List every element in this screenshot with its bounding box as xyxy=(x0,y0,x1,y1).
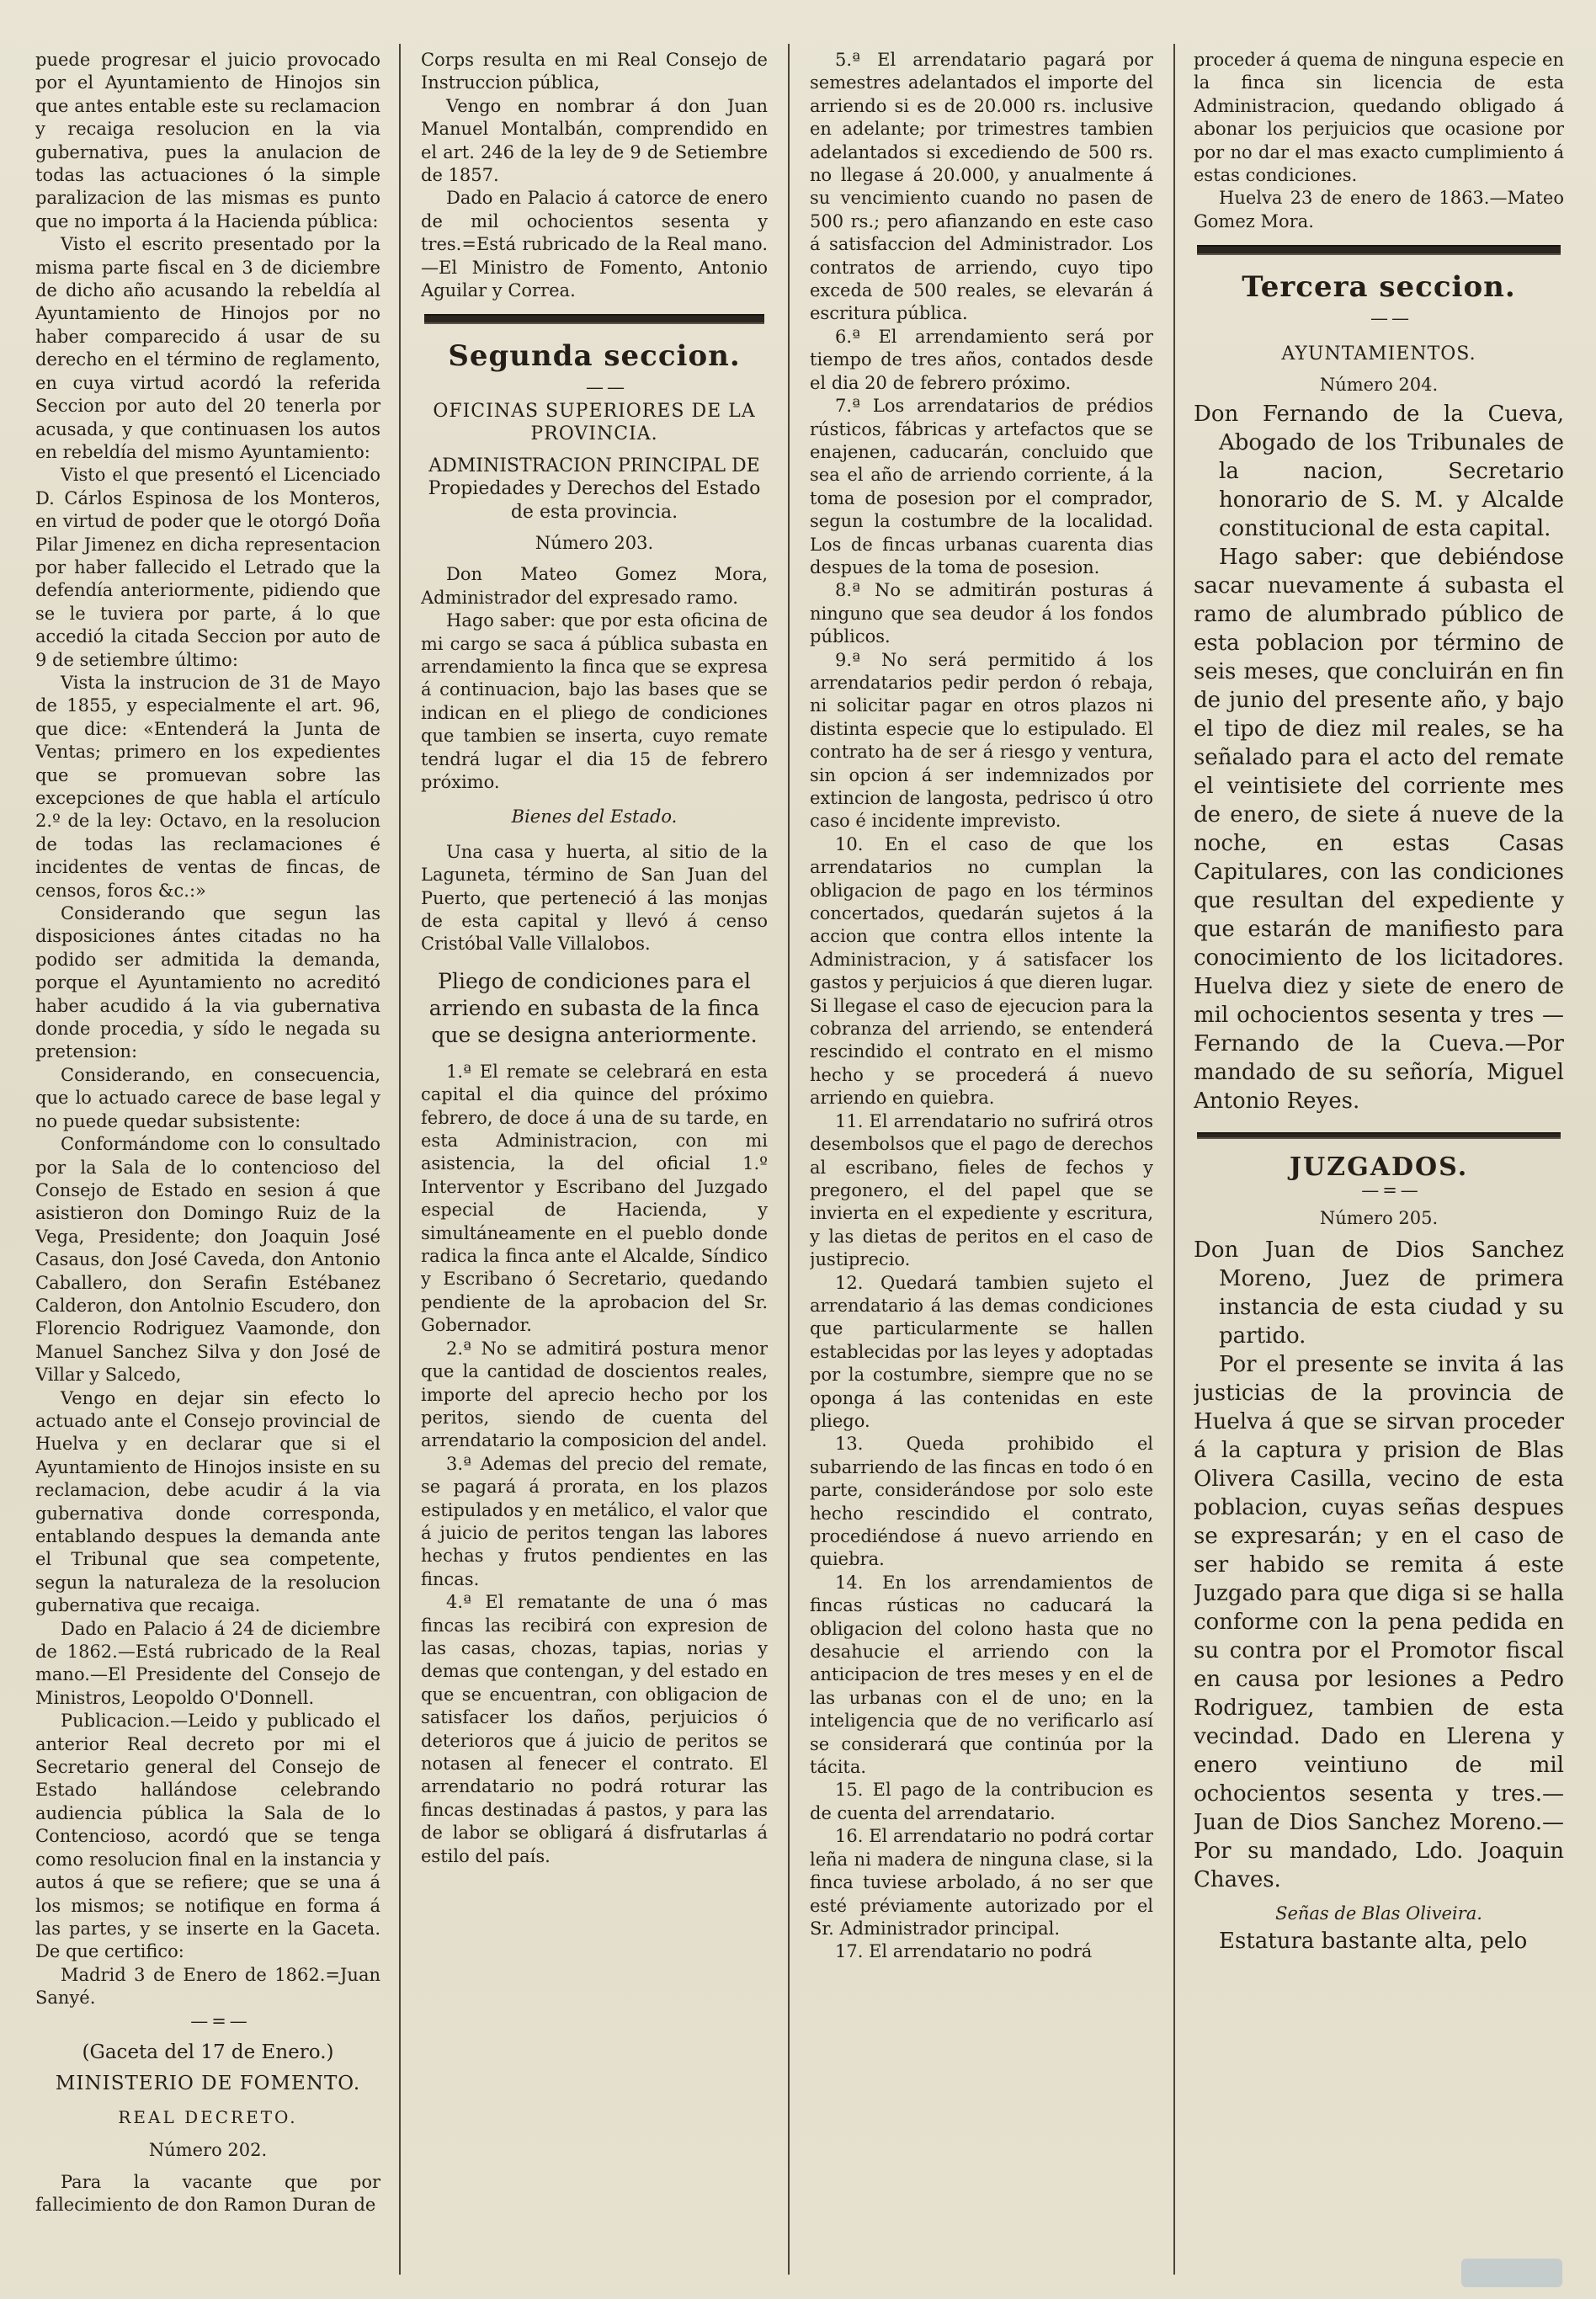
column-2 xyxy=(421,49,768,2263)
gaceta-reference: (Gaceta del 17 de Enero.) xyxy=(82,2041,334,2063)
condition: 6.ª El arrendamiento será por tiempo de tres años, contados desde el dia 20 de febrero próximo. xyxy=(810,326,1153,393)
paragraph: Dado en Palacio á 24 de diciembre de 1862.—Está rubricado de la Real mano.—El Presidente del Consejo de Ministros, Leopoldo O'Donnell. xyxy=(35,1618,380,1708)
paragraph: Considerando que segun las disposiciones ántes citadas no ha podido ser admitida la demanda, porque el Ayuntamiento no acreditó haber acudido á la via gubernativa donde procedia, y sído le negada su pretension: xyxy=(35,903,380,1062)
condition: 2.ª No se admitirá postura menor que la cantidad de doscientos reales, importe del aprecio hecho por los peritos, siendo de cuenta del arrendatario la composicion del andel. xyxy=(421,1338,768,1451)
paragraph: Vista la instrucion de 31 de Mayo de 1855, y especialmente el art. 96, que dice: «Entenderá la Junta de Ventas; primero en los expedientes que se promuevan sobre las excepciones de que habla el artículo 2.º de la ley: Octavo, en la resolucion de todas las reclamaciones é incidentes de ventas de fincas, de censos, foros &c.:» xyxy=(35,672,380,901)
condition: 17. El arrendatario no podrá xyxy=(835,1941,1093,1962)
offices-heading: OFICINAS SUPERIORES DE LA PROVINCIA. xyxy=(433,400,756,445)
large-notice xyxy=(1194,1927,1564,1956)
administration-heading: ADMINISTRACION PRINCIPAL DE xyxy=(428,455,760,476)
column-rule xyxy=(1173,44,1175,2275)
condition: 10. En el caso de que los arrendatarios no cumplan la obligacion de pago en los términos concertados, quedarán sujetos á la accion que contra ellos intente la Administracion, y á satisfacer los gastos y perjuicios á que dieren lugar. Si llegase el caso de ejecucion para la cobranza del arriendo, se entenderá rescindido el contrato en el mismo hecho y se procederá á nuevo arriendo en quiebra. xyxy=(810,833,1153,1109)
paragraph: Corps resulta en mi Real Consejo de Instruccion pública, xyxy=(421,50,768,93)
signature-line: Huelva 23 de enero de 1863.—Mateo Gomez Mora. xyxy=(1194,188,1564,231)
notice-number: Número 205. xyxy=(1319,1208,1439,1229)
paragraph: Don Mateo Gomez Mora, Administrador del expresado ramo. xyxy=(421,564,768,608)
paragraph: Estatura bastante alta, pelo xyxy=(1219,1929,1528,1955)
signature-line: Madrid 3 de Enero de 1862.=Juan Sanyé. xyxy=(35,1964,380,2009)
separator: —=— xyxy=(1361,1179,1422,1200)
section-divider xyxy=(1197,245,1561,255)
section-title: Tercera seccion. xyxy=(1242,270,1516,305)
administration-subheading: Propiedades y Derechos del Estado de esta provincia. xyxy=(428,478,761,523)
notice-number: Número 203. xyxy=(535,532,654,553)
condition: 16. El arrendatario no podrá cortar leña ni madera de ninguna clase, si la finca tuviese arbolado, á no ser que esté préviamente autorizado por el Sr. Administrador principal. xyxy=(810,1826,1153,1939)
condition: 9.ª No será permitido á los arrendatarios pedir perdon ó rebaja, ni solicitar pagar en otros plazos ni distinta especie que lo estipulado. El contrato ha de ser á riesgo y ventura, sin opcion á ser indemnizados por extincion de langosta, pedrisco ú otro caso é incidente imprevisto. xyxy=(810,649,1153,832)
paragraph: puede progresar el juicio provocado por el Ayuntamiento de Hinojos sin que antes entable este su reclamacion y recaiga resolucion en la via gubernativa, pues la anulacion de todas las actuaciones ó la simple paralizacion de las mismas es punto que no importa á la Hacienda pública: xyxy=(35,50,380,231)
condition: 1.ª El remate se celebrará en esta capital el dia quince del próximo febrero, de doce á una de su tarde, en esta Administracion, con mi asistencia, la del oficial 1.º Interventor y Escribano del Juzgado especial de Hacienda, y simultáneamente en el pueblo donde radica la finca ante el Alcalde, Síndico y Escribano ó Secretario, quedando pendiente de la aprobacion del Sr. Gobernador. xyxy=(421,1061,768,1336)
large-notice xyxy=(1194,400,1564,1115)
section-divider xyxy=(1197,1132,1561,1139)
separator: —=— xyxy=(190,2010,251,2031)
condition: 3.ª Ademas del precio del remate, se pagará á prorata, en los plazos estipulados y en metálico, el valor que á juicio de peritos tengan las labores hechas y frutos pendientes en las fincas. xyxy=(421,1453,768,1589)
paragraph: Visto el que presentó el Licenciado D. Cárlos Espinosa de los Monteros, en virtud de poder que le otorgó Doña Pilar Jimenez en dicha representacion por haber fallecido el Letrado que la defendía anteriormente, pidiendo que se le tuviera por parte, á lo que accedió la citada Seccion por auto de 9 de setiembre último: xyxy=(35,465,380,670)
paragraph: Vengo en nombrar á don Juan Manuel Montalbán, comprendido en el art. 246 de la ley de 9 de Setiembre de 1857. xyxy=(421,95,768,186)
condition: 14. En los arrendamientos de fincas rústicas no caducará la obligacion del colono hasta que no desahucie el arriendo con la anticipacion de tres meses y en el de las urbanas con el de uno; en la inteligencia que de no verificarlo así se considerará que continúa por la tácita. xyxy=(810,1572,1153,1778)
ayuntamientos-heading: AYUNTAMIENTOS. xyxy=(1281,343,1476,365)
condition: 13. Queda prohibido el subarriendo de las fincas en todo ó en parte, considerándose por solo este hecho rescindido el contrato, procediéndose á nuevo arriendo en quiebra. xyxy=(810,1434,1153,1570)
separator: —— xyxy=(586,377,628,398)
paragraph: Don Juan de Dios Sanchez Moreno, Juez de primera instancia de esta ciudad y su partido. xyxy=(1194,1237,1564,1349)
column-rule xyxy=(399,44,401,2275)
paragraph: Por el presente se invita á las justicias de la provincia de Huelva á que se sirvan proceder á la captura y prision de Blas Olivera Casilla, vecino de esta poblacion, cuyas señas despues se expresarán; y en el caso de ser habido se remita á este Juzgado para que diga si se halla conforme con la pena pedida en su contra por el Promotor fiscal en causa por lesiones a Pedro Rodriguez, tambien de esta vecindad. Dado en Llerena y enero veintiuno de mil ochocientos sesenta y tres.—Juan de Dios Sanchez Moreno.—Por su mandado, Ldo. Joaquin Chaves. xyxy=(1194,1351,1564,1892)
paragraph: Don Fernando de la Cueva, Abogado de los Tribunales de la nacion, Secretario honorario de S. M. y Alcalde constitucional de esta capital. xyxy=(1194,402,1564,542)
section-divider xyxy=(424,314,764,324)
separator: —— xyxy=(1370,308,1412,329)
paragraph: Para la vacante que por fallecimiento de don Ramon Duran de xyxy=(35,2171,380,2215)
conditions-heading: Pliego de condiciones para el arriendo en subasta de la finca que se designa anteriormente. xyxy=(428,968,760,1047)
subheading: Señas de Blas Oliveira. xyxy=(1275,1903,1482,1924)
column-3 xyxy=(810,49,1153,2263)
paragraph: Hago saber: que debiéndose sacar nuevamente á subasta el ramo de alumbrado público de esta poblacion por término de seis meses, que concluirán en fin de junio del presente año, y bajo el tipo de diez mil reales, se ha señalado para el acto del remate el veintisiete del corriente mes de enero, de siete á nueve de la noche, en estas Casas Capitulares, con las condiciones que resultan del expediente y que estarán de manifiesto para conocimiento de los licitadores. Huelva diez y siete de enero de mil ochocientos sesenta y tres —Fernando de la Cueva.—Por mandado de su señoría, Miguel Antonio Reyes. xyxy=(1194,545,1564,1115)
paragraph: Vengo en dejar sin efecto lo actuado ante el Consejo provincial de Huelva y en declarar que si el Ayuntamiento de Hinojos insiste en su reclamacion, debe acudir á la via gubernativa donde corresponda, entablando despues la demanda ante el Tribunal que sea competente, segun la naturaleza de la resolucion gubernativa que recaiga. xyxy=(35,1387,380,1616)
condition: 15. El pago de la contribucion es de cuenta del arrendatario. xyxy=(810,1780,1153,1823)
condition: 7.ª Los arrendatarios de prédios rústicos, fábricas y artefactos que se enajenen, caducarán, concluido que sea el año de arriendo corriente, á la toma de posesion por el comprador, segun la costumbre de la localidad. Los de fincas urbanas cuarenta dias despues de la toma de posesion. xyxy=(810,396,1153,577)
watermark-logo xyxy=(1461,2259,1562,2287)
paragraph: Visto el escrito presentado por la misma parte fiscal en 3 de diciembre de dicho año acusando la rebeldía al Ayuntamiento de Hinojos por no haber comparecido á usar de su derecho en el término de reglamento, en cuya virtud acordó la referida Seccion por auto del 20 tenerla por acusada, y que continuasen los autos en rebeldía del mismo Ayuntamiento: xyxy=(35,234,380,462)
condition: 8.ª No se admitirán posturas á ninguno que sea deudor á los fondos públicos. xyxy=(810,580,1153,647)
paragraph: proceder á quema de ninguna especie en la finca sin licencia de esta Administracion, quedando obligado á abonar los perjuicios que ocasione por por no dar el mas exacto cumplimiento á estas condiciones. xyxy=(1194,50,1564,186)
paragraph: Conformándome con lo consultado por la Sala de lo contencioso del Consejo de Estado en sesion á que asistieron don Domingo Ruiz de la Vega, Presidente; don Joaquin José Casaus, don José Caveda, don Antonio Caballero, don Serafin Estébanez Calderon, don Antolnio Escudero, don Florencio Rodriguez Vaamonde, don Manuel Sanchez Silva y don José de Villar y Salcedo, xyxy=(35,1134,380,1386)
ministry-heading: MINISTERIO DE FOMENTO. xyxy=(55,2073,361,2095)
condition: 12. Quedará tambien sujeto el arrendatario á las demas condiciones que particularmente se hallen establecidas por las leyes y adoptadas por la costumbre, siempre que no se oponga á las contenidas en este pliego. xyxy=(810,1272,1153,1431)
notice-number: Número 202. xyxy=(148,2140,268,2161)
column-1 xyxy=(35,49,380,2263)
paragraph: Considerando, en consecuencia, que lo actuado carece de base legal y no puede quedar subsistente: xyxy=(35,1064,380,1131)
paragraph: Hago saber: que por esta oficina de mi cargo se saca á pública subasta en arrendamiento la finca que se expresa á continuacion, bajo las bases que se indican en el pliego de condiciones que tambien se inserta, cuyo remate tendrá lugar el dia 15 de febrero próximo. xyxy=(421,610,768,792)
column-rule xyxy=(788,44,790,2275)
condition: 4.ª El rematante de una ó mas fincas las recibirá con expresion de las casas, chozas, tapias, norias y demas que contengan, y del estado en que se encuentran, con obligacion de satisfacer los daños, perjuicios ó deterioros que á juicio de peritos se notasen al fenecer el contrato. El arrendatario no podrá roturar las fincas destinadas á pastos, y para las de labor se obligará á disfrutarlas á estilo del país. xyxy=(421,1592,768,1866)
condition: 11. El arrendatario no sufrirá otros desembolsos que el pago de derechos al escribano, fieles de fechos y pregonero, el del papel que se invierta en el expediente y escritura, y las dietas de peritos en el caso de justiprecio. xyxy=(810,1110,1153,1270)
notice-number: Número 204. xyxy=(1319,375,1439,396)
column-4 xyxy=(1194,49,1564,2263)
paragraph: Una casa y huerta, al sitio de la Laguneta, término de San Juan del Puerto, que perteneció á las monjas de esta capital y llevó á censo Cristóbal Valle Villalobos. xyxy=(421,841,768,955)
decree-heading: REAL DECRETO. xyxy=(118,2106,298,2127)
juzgados-heading: JUZGADOS. xyxy=(1289,1152,1469,1183)
condition: 5.ª El arrendatario pagará por semestres adelantados el importe del arriendo si es de 20.000 rs. inclusive en adelante; por trimestres tambien adelantados si excediendo de 500 rs. no llegase á 20.000, y anualmente á su vencimiento cuando no pasen de 500 rs.; pero afianzando en este caso á satisfaccion del Administrador. Los contratos de arriendo, cuyo tipo exceda de 500 reales, se elevarán á escritura pública. xyxy=(810,50,1153,324)
large-notice xyxy=(1194,1236,1564,1894)
subheading: Bienes del Estado. xyxy=(511,806,678,828)
paragraph: Publicacion.—Leido y publicado el anterior Real decreto por mi el Secretario general del Consejo de Estado hallándose celebrando audiencia pública la Sala de lo Contencioso, acordó que se tenga como resolucion final en la instancia y autos á que se refiere; que se una á los mismos; se notifique en forma á las partes, y se inserte en la Gaceta. De que certifico: xyxy=(35,1711,380,1962)
section-title: Segunda seccion. xyxy=(448,339,741,374)
paragraph: Dado en Palacio á catorce de enero de mil ochocientos sesenta y tres.=Está rubricado de la Real mano.—El Ministro de Fomento, Antonio Aguilar y Correa. xyxy=(421,188,768,301)
